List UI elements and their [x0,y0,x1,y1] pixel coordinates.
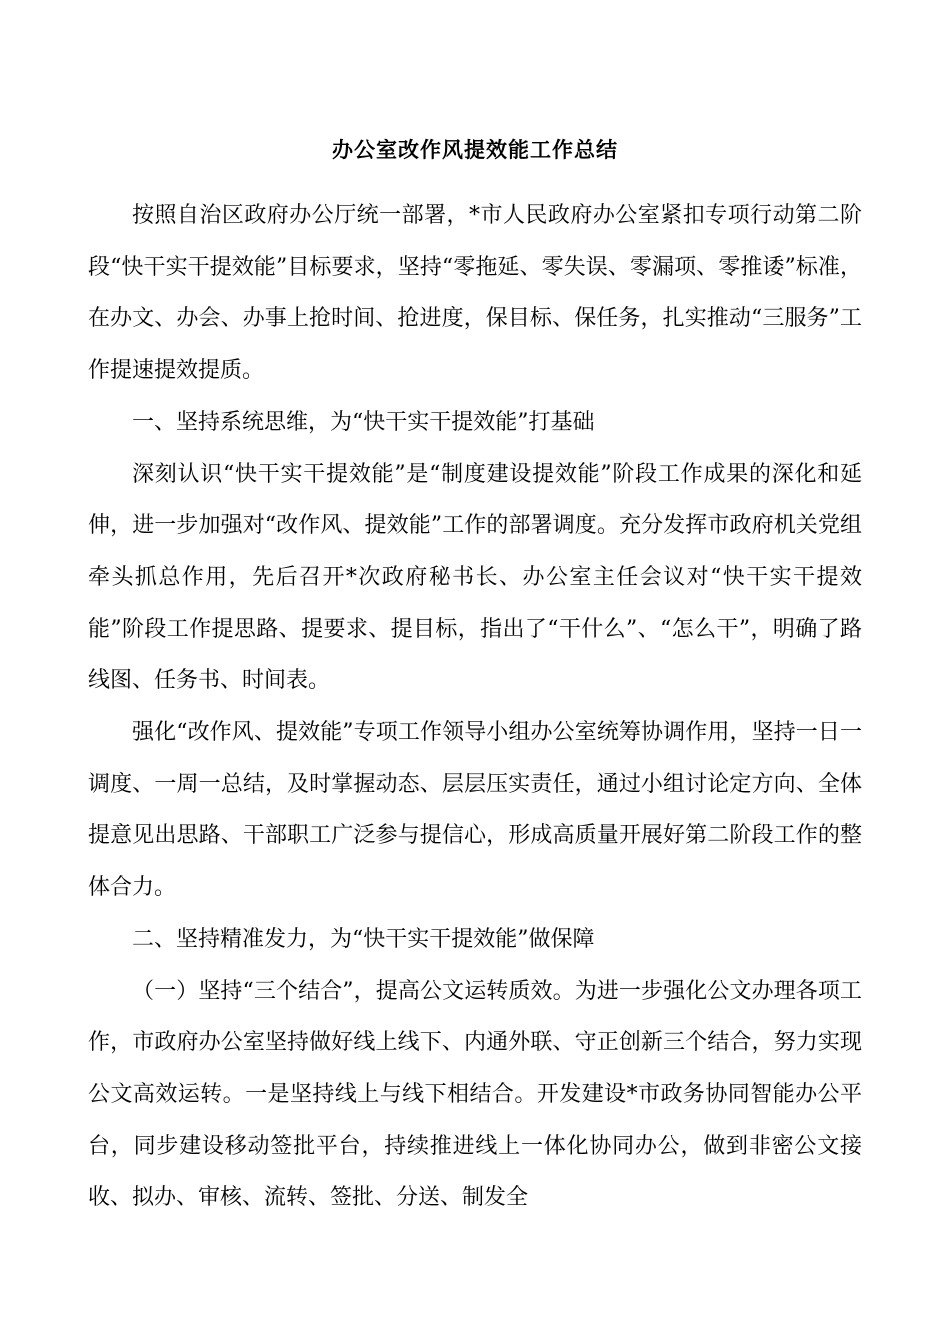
document-page [88,128,862,1224]
section-heading-2: 二、坚持精准发力，为“快干实干提效能”做保障 [132,926,595,952]
paragraph-section1-b: 强化“改作风、提效能”专项工作领导小组办公室统筹协调作用，坚持一日一调度、一周一总结，及时掌握动态、层层压实责任，通过小组讨论定方向、全体提意见出思路、干部职工广泛参与提信心，形成高质量开展好第二阶段工作的整体合力。 [88,720,862,901]
section-heading-1: 一、坚持系统思维，为“快干实干提效能”打基础 [132,409,595,435]
paragraph-section2-a: （一）坚持“三个结合”，提高公文运转质效。为进一步强化公文办理各项工作，市政府办公室坚持做好线上线下、内通外联、守正创新三个结合，努力实现公文高效运转。一是坚持线上与线下相结合。开发建设*市政务协同智能办公平台，同步建设移动签批平台，持续推进线上一体化协同办公，做到非密公文接收、拟办、审核、流转、签批、分送、制发全 [88,978,862,1211]
paragraph-section1-a: 深刻认识“快干实干提效能”是“制度建设提效能”阶段工作成果的深化和延伸，进一步加强对“改作风、提效能”工作的部署调度。充分发挥市政府机关党组牵头抓总作用，先后召开*次政府秘书长、办公室主任会议对“快干实干提效能”阶段工作提思路、提要求、提目标，指出了“干什么”、“怎么干”，明确了路线图、任务书、时间表。 [88,461,862,694]
document-title: 办公室改作风提效能工作总结 [332,138,618,162]
paragraph-intro: 按照自治区政府办公厅统一部署，*市人民政府办公室紧扣专项行动第二阶段“快干实干提效能”目标要求，坚持“零拖延、零失误、零漏项、零推诿”标准，在办文、办会、办事上抢时间、抢进度，保目标、保任务，扎实推动“三服务”工作提速提效提质。 [88,203,862,384]
